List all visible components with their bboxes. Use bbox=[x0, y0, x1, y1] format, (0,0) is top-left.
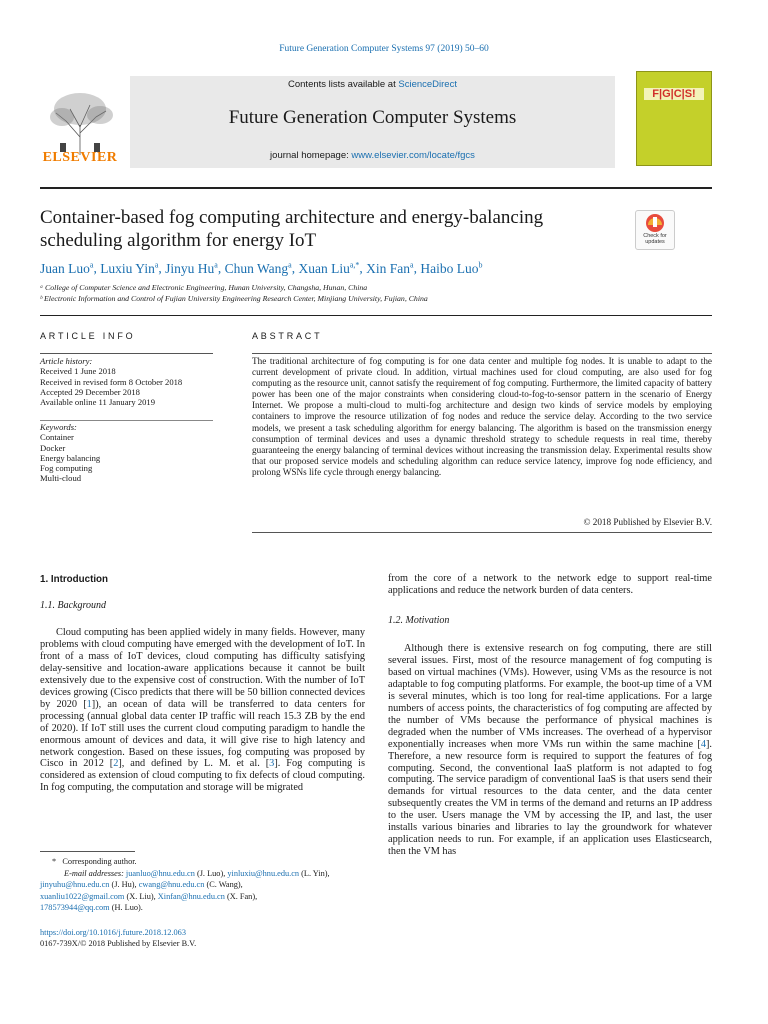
citation-link[interactable]: 4 bbox=[700, 738, 706, 750]
header-rule bbox=[40, 187, 712, 189]
author[interactable]: Xuan Liu$^{a,*}$ bbox=[298, 260, 360, 276]
email-addresses-cont: 178573944@qq.com (H. Luo). bbox=[40, 903, 143, 912]
subsection-heading-background: 1.1. Background bbox=[40, 600, 107, 611]
citation-link[interactable]: 2 bbox=[113, 758, 119, 770]
section-rule bbox=[40, 315, 712, 316]
subsection-heading-motivation: 1.2. Motivation bbox=[388, 615, 450, 626]
left-column-text bbox=[40, 627, 365, 794]
keyword: Container bbox=[40, 432, 74, 443]
footnotes bbox=[40, 856, 365, 914]
keywords bbox=[40, 422, 215, 484]
keyword: Multi-cloud bbox=[40, 473, 82, 484]
citation-link[interactable]: 3 bbox=[269, 758, 275, 770]
article-info-heading: ARTICLE INFO bbox=[40, 331, 136, 341]
history-item: Received in revised form 8 October 2018 bbox=[40, 376, 183, 387]
elsevier-wordmark: ELSEVIER bbox=[42, 150, 118, 165]
history-item: Available online 11 January 2019 bbox=[40, 397, 156, 408]
history-item: Received 1 June 2018 bbox=[40, 366, 116, 377]
author-list: Juan Luo$^a$, Luxiu Yin$^a$, Jinyu Hu$^a$, Chun Wang$^a$, Xuan Liu$^{a,*}$, Xin Fan$^a$, Haibo Luo$^b$ bbox=[40, 260, 483, 276]
email-addresses-cont: xuanliu1022@gmail.com (X. Liu), Xinfan@hnu.edu.cn (X. Fan), bbox=[40, 891, 258, 901]
article-title bbox=[40, 206, 610, 252]
abstract-copyright: © 2018 Published by Elsevier B.V. bbox=[583, 517, 712, 527]
article-title-line-2: scheduling algorithm for energy IoT bbox=[40, 230, 317, 251]
author[interactable]: Xin Fan$^a$ bbox=[366, 260, 414, 276]
issn-line: 0167-739X/© 2018 Published by Elsevier B.V. bbox=[40, 939, 197, 948]
keyword: Energy balancing bbox=[40, 452, 101, 463]
citation-link[interactable]: 1 bbox=[86, 698, 92, 710]
email-addresses-cont: jinyuhu@hnu.edu.cn (J. Hu), cwang@hnu.edu.cn (C. Wang), bbox=[40, 880, 243, 889]
homepage-line bbox=[130, 150, 615, 161]
history-label: Article history: bbox=[40, 356, 93, 366]
history-item: Accepted 29 December 2018 bbox=[40, 386, 140, 397]
email-link[interactable]: yinluxiu@hnu.edu.cn bbox=[227, 868, 300, 878]
right-column-continuation: from the core of a network to the network edge to support real-time applications and reduce the network burden of data centers. bbox=[388, 573, 712, 596]
section-heading-introduction: 1. Introduction bbox=[40, 574, 109, 585]
abstract-text: The traditional architecture of fog computing is for one data center and multiple fog nodes. It is unable to adapt to the current development of private cloud. In addition, virtual machines used for cloud computing, are also used for fog computing as the resource unit, cannot satisfy the requirement of fog computing. Furthermore, the limited capacity of battery power has been one of the major constraints when considering cloud-to-fog-to-sensor pattern in the scenario of Energy Internet. We propose a multi-cloud to multi-fog architecture and design two kinds of service models by employing containers to improve the resource utilization of fog nodes and reduce the service delay. According to the two service models, we present a task scheduling algorithm for energy balancing. The algorithm is based on the transmission energy consumption of terminal devices and uses a dynamic threshold strategy to schedule requests in real time, thereby guaranteeing the energy balancing of terminal devices without increasing the transmission delay. Experimental results show that our proposed service models and scheduling algorithm can reduce service latency, improve fog node efficiency, and prolong WSNs life cycle through energy balancing. bbox=[252, 356, 712, 477]
affiliation-a: ᵃ College of Computer Science and Electronic Engineering, Hunan University, Changsha, Hunan, China bbox=[40, 283, 368, 292]
keyword: Docker bbox=[40, 442, 66, 453]
abstract-end-rule bbox=[252, 532, 712, 533]
keywords-rule bbox=[40, 420, 213, 421]
email-label: E-mail addresses: bbox=[64, 868, 124, 878]
author[interactable]: Luxiu Yin$^a$ bbox=[100, 260, 159, 276]
contents-prefix: Contents lists available at bbox=[288, 79, 396, 90]
doi-link[interactable]: https://doi.org/10.1016/j.future.2018.12.063 bbox=[40, 928, 186, 937]
author[interactable]: Jinyu Hu$^a$ bbox=[165, 260, 218, 276]
article-info-rule bbox=[40, 353, 213, 354]
abstract-heading: ABSTRACT bbox=[252, 331, 323, 341]
homepage-prefix: journal homepage: bbox=[270, 150, 349, 161]
email-link[interactable]: 178573944@qq.com bbox=[40, 903, 110, 912]
author[interactable]: Haibo Luo$^b$ bbox=[420, 260, 483, 276]
author[interactable]: Juan Luo$^a$ bbox=[40, 260, 94, 276]
journal-reference[interactable]: Future Generation Computer Systems 97 (2019) 50–60 bbox=[279, 44, 489, 54]
journal-homepage-link[interactable]: www.elsevier.com/locate/fgcs bbox=[351, 150, 475, 161]
email-link[interactable]: jinyuhu@hnu.edu.cn bbox=[40, 880, 110, 889]
email-link[interactable]: xuanliu1022@gmail.com bbox=[40, 891, 125, 901]
email-addresses: E-mail addresses: juanluo@hnu.edu.cn (J. Luo), yinluxiu@hnu.edu.cn (L. Yin), bbox=[64, 868, 330, 878]
author[interactable]: Chun Wang$^a$ bbox=[224, 260, 292, 276]
keywords-label: Keywords: bbox=[40, 422, 77, 432]
sciencedirect-link[interactable]: ScienceDirect bbox=[398, 79, 457, 90]
paragraph: Although there is extensive research on fog computing, there are still several issues. First, most of the resource management of fog computing is based on virtual machines (VMs). However, using VMs as the resource is not adaptable to fog computing platforms. For example, the boot-up time of a VM is several minutes, which is too long for real-time applications. For a large numbers of access points, the characteristics of fog computing are affected by the number of VMs because the performance of physical machines is degraded when the number of VMs increases. The overhead of a hypervisor exponentially increases when more VMs run within the same machine [4]. Therefore, a new resource form is required to support the features of fog computing. Second, the conventional IaaS platform is not adapted to fog computing. The service paradigm of conventional IaaS is that users send their demands for virtual resources to the data center, and the data center subsequently creates the VM in terms of the demand and returns an IP address to the user. Users manage the VM by accessing the IP, and last, the user installs various binaries and libraries to lay the groundwork for whatever application needs to run. For example, if an application uses Elasticsearch, then the VM has bbox=[388, 643, 712, 858]
abstract-rule bbox=[252, 353, 712, 354]
journal-title: Future Generation Computer Systems bbox=[228, 107, 517, 128]
doi-block bbox=[40, 927, 365, 949]
check-for-updates-label: Check for updates bbox=[643, 233, 667, 245]
article-history bbox=[40, 356, 215, 407]
article-title-line-1: Container-based fog computing architecture and energy-balancing bbox=[40, 207, 544, 228]
email-link[interactable]: juanluo@hnu.edu.cn bbox=[125, 868, 195, 878]
contents-line bbox=[130, 79, 615, 90]
cover-title: F|G|C|S! bbox=[644, 88, 704, 100]
paragraph: Cloud computing has been applied widely in many fields. However, many problems with cloud computing have emerged with the development of IoT. In front of a mass of IoT devices, cloud computing has difficulty satisfying delay-sensitive and location-aware applications because it cannot be built extensively due to the expensive cost of construction. With the number of IoT devices growing (Cisco predicts that there will be 50 billion connected devices by 2020 [1]), an ocean of data will be transferred to data centers for processing (annual global data center IP traffic will reach 15.3 ZB by the end of 2020). If IoT still uses the current cloud computing paradigm to handle the enormous amount of devices and data, it will give rise to high latency and network congestion. Based on these issues, fog computing was proposed by Cisco in 2012 [2], and defined by L. M. et al. [3]. Fog computing is considered as extension of cloud computing to fix defects of cloud computing. In fog computing, the computation and storage will be migrated bbox=[40, 627, 365, 794]
email-link[interactable]: Xinfan@hnu.edu.cn bbox=[157, 891, 225, 901]
email-link[interactable]: cwang@hnu.edu.cn bbox=[138, 880, 205, 889]
corresponding-author-note: * Corresponding author. bbox=[52, 857, 137, 866]
right-column-text bbox=[388, 643, 712, 858]
journal-cover-thumbnail[interactable] bbox=[636, 71, 712, 166]
keyword: Fog computing bbox=[40, 463, 93, 474]
crossmark-icon bbox=[636, 211, 674, 235]
footnote-rule bbox=[40, 851, 135, 852]
affiliation-b: ᵇ Electronic Information and Control of Fujian University Engineering Research Center, Minjiang University, Fujian, China bbox=[40, 294, 428, 303]
